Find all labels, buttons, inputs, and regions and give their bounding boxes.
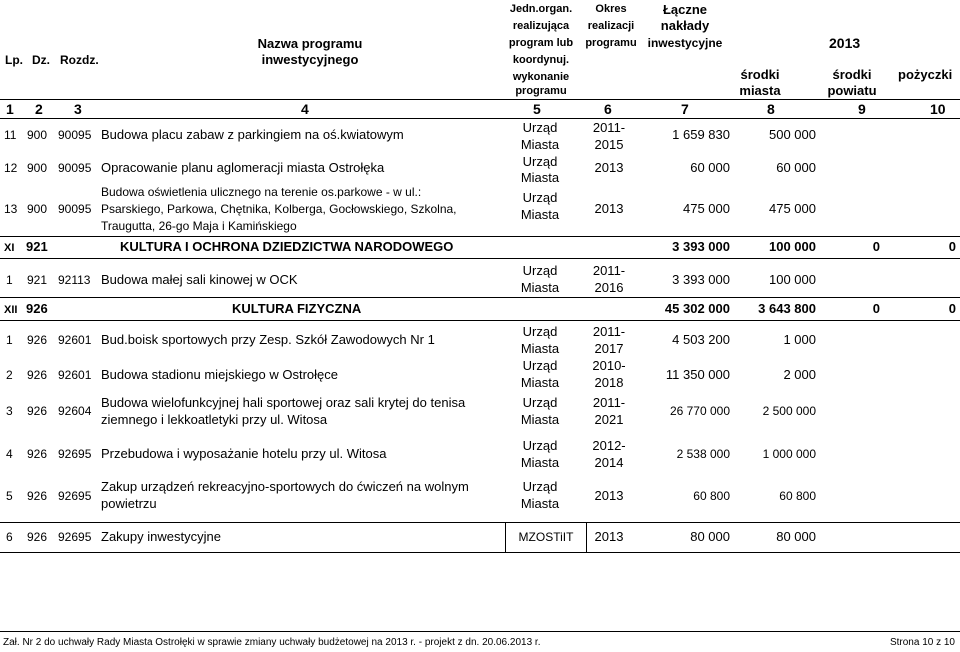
row-rozdz: 92695	[58, 530, 92, 544]
header-okres-line2: realizacji	[587, 20, 635, 32]
header-okres-line1: Okres	[595, 3, 627, 15]
header-srodki-miasta-line2: miasta	[739, 83, 781, 98]
row-lp: 13	[4, 202, 18, 216]
row-rozdz: 92601	[58, 333, 92, 347]
header-laczne-line2: nakłady	[660, 18, 710, 33]
row-dz: 926	[27, 530, 48, 544]
row-jedn: MZOSTiIT	[518, 530, 574, 544]
row-name: Bud.boisk sportowych przy Zesp. Szkół Zawodowych Nr 1	[101, 332, 435, 347]
row-6-bottom-rule	[0, 552, 960, 553]
row-lp: 3	[6, 404, 13, 418]
row-okres-line2: 2014	[594, 455, 624, 470]
header-rozdz: Rozdz.	[60, 53, 99, 67]
row-laczne: 475 000	[683, 201, 730, 216]
row-name: Przebudowa i wyposażanie hotelu przy ul. Witosa	[101, 446, 387, 461]
section-srodki-powiatu: 0	[872, 239, 880, 254]
row-srodki-miasta: 475 000	[769, 201, 816, 216]
section-title: KULTURA FIZYCZNA	[232, 301, 362, 316]
section-laczne: 3 393 000	[672, 239, 730, 254]
row-name-line1: Budowa oświetlenia ulicznego na terenie os.parkowe - w ul.:	[101, 185, 422, 199]
row-rozdz: 90095	[58, 161, 92, 175]
header-jedn-line3: program lub	[508, 37, 574, 49]
row-rozdz: 92695	[58, 447, 92, 461]
section-dz: 921	[26, 239, 48, 254]
row-okres: 2013	[594, 488, 624, 503]
row-jedn-line1: Urząd	[522, 324, 558, 339]
row-srodki-miasta: 60 800	[779, 489, 816, 503]
section-title: KULTURA I OCHRONA DZIEDZICTWA NARODOWEGO	[120, 239, 454, 254]
row-jedn-line2: Miasta	[520, 137, 560, 152]
row-okres: 2013	[594, 201, 624, 216]
row-srodki-miasta: 80 000	[776, 529, 816, 544]
row-jedn-line1: Urząd	[522, 120, 558, 135]
header-jedn-line5: wykonanie	[512, 71, 570, 83]
row-srodki-miasta: 1 000	[783, 332, 816, 347]
row-jedn-line2: Miasta	[520, 207, 560, 222]
section-srodki-miasta: 3 643 800	[758, 301, 816, 316]
row-name-line1: Zakup urządzeń rekreacyjno-sportowych do ćwiczeń na wolnym	[101, 479, 469, 494]
section-roman: XI	[4, 242, 15, 254]
row-okres-line1: 2011-	[592, 395, 626, 410]
colnum: 7	[681, 101, 689, 117]
row-srodki-miasta: 500 000	[769, 127, 816, 142]
colnum: 2	[35, 101, 43, 117]
row-rozdz: 92113	[58, 273, 91, 287]
colnum: 10	[930, 101, 946, 117]
footer-rule	[0, 631, 960, 632]
row-jedn-line1: Urząd	[522, 263, 558, 278]
row-dz: 926	[27, 368, 48, 382]
row-jedn-line1: Urząd	[522, 395, 558, 410]
header-bottom-rule	[0, 99, 960, 100]
row-okres: 2013	[594, 529, 624, 544]
section-xii-bottom-rule	[0, 320, 960, 321]
row-name: Opracowanie planu aglomeracji miasta Ostrołęka	[101, 160, 385, 175]
section-srodki-miasta: 100 000	[769, 239, 816, 254]
row-lp: 1	[6, 273, 13, 287]
header-lp: Lp.	[5, 53, 23, 67]
row-lp: 11	[4, 128, 17, 142]
section-pozyczki: 0	[948, 301, 956, 316]
row-name-line2: ziemnego i lekkoatletyki przy ul. Witosa	[101, 412, 328, 427]
row-okres: 2013	[594, 160, 624, 175]
row-jedn-line1: Urząd	[522, 358, 558, 373]
section-roman: XII	[4, 304, 18, 316]
header-nazwa-line1: Nazwa programu	[257, 36, 363, 51]
row-jedn-line1: Urząd	[522, 154, 558, 169]
row-okres-line1: 2011-	[592, 120, 626, 135]
row-okres-line1: 2011-	[592, 324, 626, 339]
footer-note: Zał. Nr 2 do uchwały Rady Miasta Ostrołęki w sprawie zmiany uchwały budżetowej na 2013 r. - projekt z dn. 20.06.2013 r.	[3, 637, 541, 648]
row-srodki-miasta: 1 000 000	[762, 447, 816, 461]
row-laczne: 2 538 000	[676, 447, 730, 461]
row-lp: 1	[6, 333, 13, 347]
row-6-top-rule	[0, 522, 960, 523]
colnum: 8	[767, 101, 775, 117]
row-srodki-miasta: 2 000	[783, 367, 816, 382]
row-name-line2: Psarskiego, Parkowa, Chętnika, Kolberga, Gocłowskiego, Szkolna,	[101, 202, 457, 216]
row-jedn-line2: Miasta	[520, 170, 560, 185]
header-okres-line3: programu	[585, 37, 637, 49]
row-jedn-line2: Miasta	[520, 341, 560, 356]
row-rozdz: 92604	[58, 404, 92, 418]
row-dz: 926	[27, 489, 48, 503]
row-laczne: 80 000	[690, 529, 730, 544]
row-okres-line1: 2011-	[592, 263, 626, 278]
colnum: 4	[301, 101, 309, 117]
row-laczne: 60 800	[693, 489, 730, 503]
row-jedn-line1: Urząd	[522, 479, 558, 494]
colnum: 1	[6, 101, 14, 117]
row-laczne: 4 503 200	[672, 332, 730, 347]
header-jedn-line1: Jedn.organ.	[509, 3, 573, 15]
row-rozdz: 92601	[58, 368, 92, 382]
header-dz: Dz.	[32, 53, 50, 67]
row-okres-line1: 2012-	[592, 438, 626, 453]
header-year: 2013	[829, 35, 861, 51]
section-xii-top-rule	[0, 297, 960, 298]
row-srodki-miasta: 60 000	[776, 160, 816, 175]
section-laczne: 45 302 000	[664, 301, 730, 316]
row-rozdz: 92695	[58, 489, 92, 503]
row-laczne: 1 659 830	[672, 127, 730, 142]
row-okres-line2: 2015	[594, 137, 624, 152]
row-lp: 6	[6, 530, 13, 544]
row-srodki-miasta: 100 000	[769, 272, 816, 287]
row-laczne: 3 393 000	[672, 272, 730, 287]
row-okres-line2: 2018	[594, 375, 624, 390]
colnum: 5	[533, 101, 541, 117]
row-jedn-line2: Miasta	[520, 375, 560, 390]
header-srodki-powiatu-line1: środki	[832, 67, 872, 82]
row-lp: 5	[6, 489, 13, 503]
colnum: 9	[858, 101, 866, 117]
header-srodki-miasta-line1: środki	[740, 67, 780, 82]
row-okres-line2: 2016	[594, 280, 624, 295]
row-okres-line2: 2021	[594, 412, 624, 427]
row-name: Zakupy inwestycyjne	[101, 529, 221, 544]
row-jedn-line1: Urząd	[522, 190, 558, 205]
row-jedn-line2: Miasta	[520, 455, 560, 470]
row-name: Budowa małej sali kinowej w OCK	[101, 272, 298, 287]
row-okres-line1: 2010-	[592, 358, 626, 373]
row-jedn-line2: Miasta	[520, 280, 560, 295]
row-name-line3: Traugutta, 26-go Maja i Kamińskiego	[101, 219, 297, 233]
row-lp: 2	[6, 368, 13, 382]
row-dz: 900	[27, 202, 48, 216]
section-pozyczki: 0	[948, 239, 956, 254]
section-xi-top-rule	[0, 236, 960, 237]
header-jedn-line6: programu	[515, 85, 567, 97]
section-dz: 926	[26, 301, 48, 316]
header-srodki-powiatu-line2: powiatu	[827, 83, 877, 98]
row-rozdz: 90095	[58, 202, 92, 216]
colnum: 3	[74, 101, 82, 117]
row-srodki-miasta: 2 500 000	[762, 404, 816, 418]
section-xi-bottom-rule	[0, 258, 960, 259]
page-number: Strona 10 z 10	[889, 637, 955, 648]
row-dz: 921	[27, 273, 48, 287]
row-okres-line2: 2017	[594, 341, 624, 356]
colnum: 6	[604, 101, 612, 117]
header-pozyczki: pożyczki	[898, 67, 953, 82]
row-laczne: 26 770 000	[669, 404, 730, 418]
row-lp: 4	[6, 447, 13, 461]
header-laczne-line3: inwestycyjne	[647, 36, 723, 50]
row-dz: 900	[27, 128, 48, 142]
row-name-line2: powietrzu	[101, 496, 157, 511]
section-srodki-powiatu: 0	[872, 301, 880, 316]
row-jedn-line1: Urząd	[522, 438, 558, 453]
row-rozdz: 90095	[58, 128, 92, 142]
colnum-bottom-rule	[0, 118, 960, 119]
header-nazwa-line2: inwestycyjnego	[261, 52, 359, 67]
row-name-line1: Budowa wielofunkcyjnej hali sportowej oraz sali krytej do tenisa	[101, 395, 466, 410]
row-jedn-line2: Miasta	[520, 412, 560, 427]
row-dz: 900	[27, 161, 48, 175]
header-laczne-line1: Łączne	[662, 2, 708, 17]
row-laczne: 11 350 000	[665, 367, 730, 382]
header-jedn-line4: koordynuj.	[512, 54, 570, 66]
row-dz: 926	[27, 333, 48, 347]
row-laczne: 60 000	[690, 160, 730, 175]
row-jedn-line2: Miasta	[520, 496, 560, 511]
row-dz: 926	[27, 404, 48, 418]
header-jedn-line2: realizująca	[512, 20, 570, 32]
row-dz: 926	[27, 447, 48, 461]
row-name: Budowa stadionu miejskiego w Ostrołęce	[101, 367, 339, 382]
row-lp: 12	[4, 161, 18, 175]
row-name: Budowa placu zabaw z parkingiem na oś.kwiatowym	[101, 127, 404, 142]
